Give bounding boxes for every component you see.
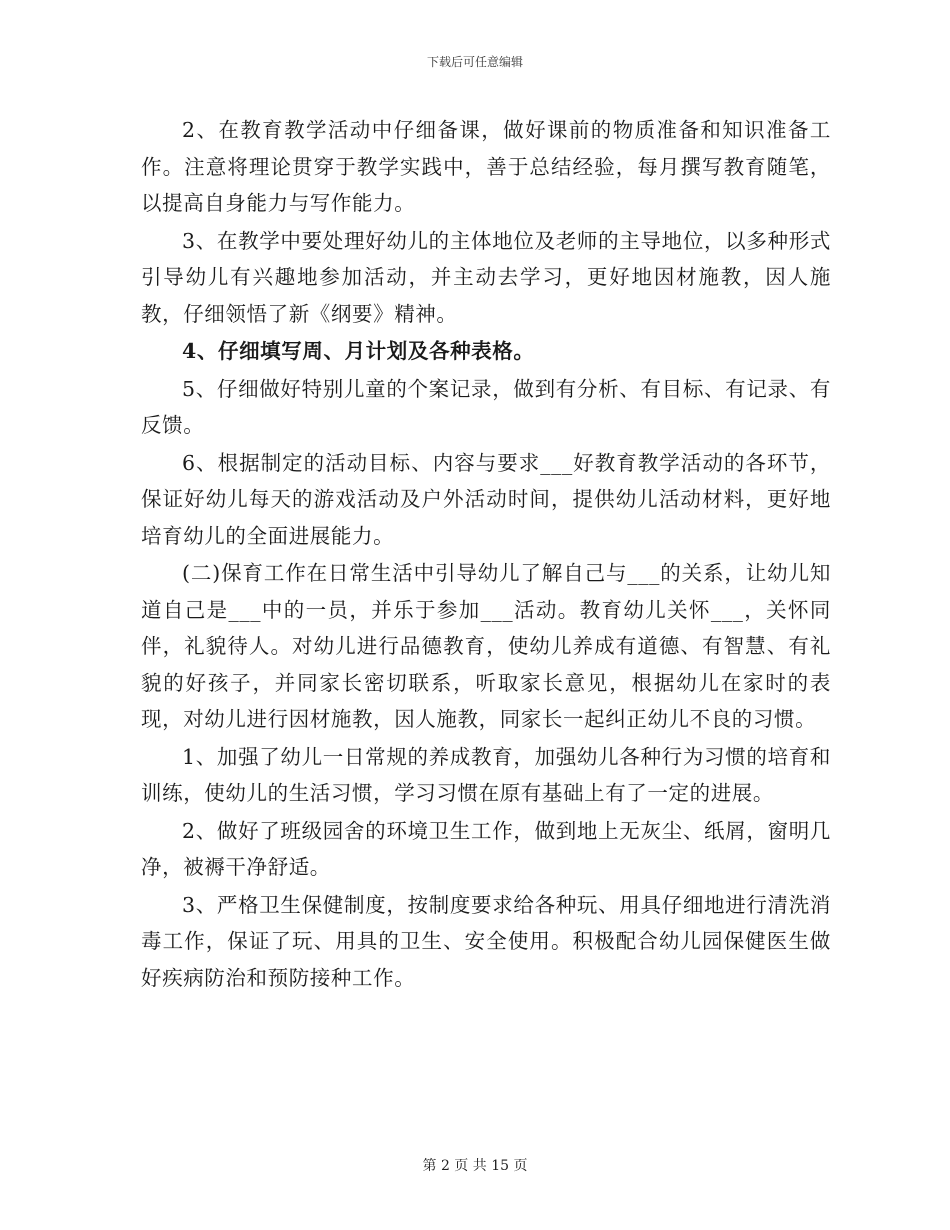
paragraph-care-item-1: 1、加强了幼儿一日常规的养成教育，加强幼儿各种行为习惯的培育和训练，使幼儿的生活习惯，学习习惯在原有基础上有了一定的进展。 [141, 744, 831, 805]
document-body [141, 112, 831, 997]
paragraph-item-6: 6、根据制定的活动目标、内容与要求___好教育教学活动的各环节，保证好幼儿每天的游戏活动及户外活动时间，提供幼儿活动材料，更好地培育幼儿的全面进展能力。 [141, 450, 831, 548]
paragraph-care-item-2: 2、做好了班级园舍的环境卫生工作，做到地上无灰尘、纸屑，窗明几净，被褥干净舒适。 [141, 818, 831, 879]
paragraph-care-item-3: 3、严格卫生保健制度，按制度要求给各种玩、用具仔细地进行清洗消毒工作，保证了玩、用具的卫生、安全使用。积极配合幼儿园保健医生做好疾病防治和预防接种工作。 [141, 892, 831, 990]
paragraph-item-3: 3、在教学中要处理好幼儿的主体地位及老师的主导地位，以多种形式引导幼儿有兴趣地参加活动，并主动去学习，更好地因材施教，因人施教，仔细领悟了新《纲要》精神。 [141, 228, 831, 326]
page-header-note: 下载后可任意编辑 [426, 55, 523, 69]
paragraph-item-4: 4、仔细填写周、月计划及各种表格。 [182, 339, 535, 363]
page-number: 第 2 页 共 15 页 [422, 1158, 528, 1174]
paragraph-item-2: 2、在教育教学活动中仔细备课，做好课前的物质准备和知识准备工作。注意将理论贯穿于教学实践中，善于总结经验，每月撰写教育随笔，以提高自身能力与写作能力。 [141, 118, 831, 215]
paragraph-section-care: (二)保育工作在日常生活中引导幼儿了解自己与___的关系，让幼儿知道自己是___中的一员，并乐于参加___活动。教育幼儿关怀___，关怀同伴，礼貌待人。对幼儿进行品德教育，使幼儿养成有道德、有智慧、有礼貌的好孩子，并同家长密切联系，听取家长意见，根据幼儿在家时的表现，对幼儿进行因材施教，因人施教，同家长一起纠正幼儿不良的习惯。 [141, 561, 831, 731]
paragraph-item-5: 5、仔细做好特别儿童的个案记录，做到有分析、有目标、有记录、有反馈。 [141, 376, 831, 437]
